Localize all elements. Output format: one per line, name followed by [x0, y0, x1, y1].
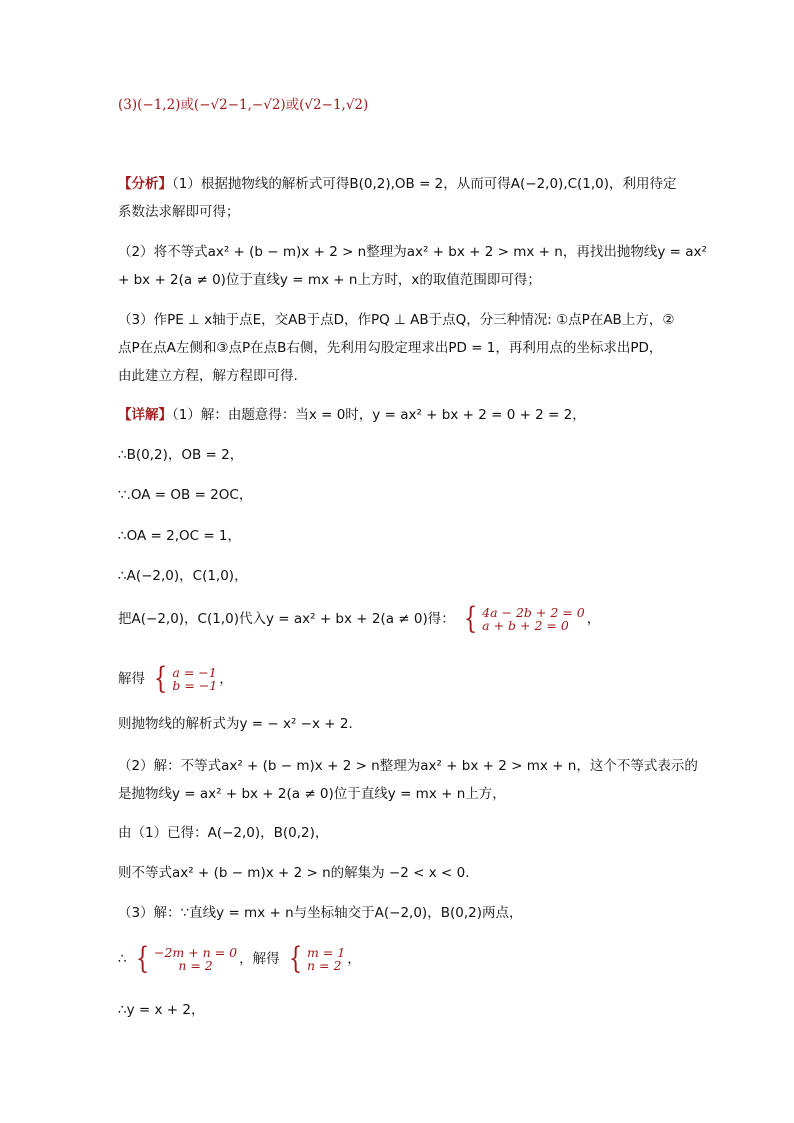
solution-system-2 [286, 941, 346, 976]
brace-icon: { [288, 941, 303, 976]
detail-line-6 [118, 601, 601, 636]
detail-line-9 [118, 756, 698, 776]
detail-text-9: （2）解：不等式ax² + (b − m)x + 2 > n整理为ax² + bx + 2 > mx + n，这个不等式表示的 [118, 758, 698, 774]
solution-1-row-1: a = −1 [172, 665, 217, 680]
detail-text-14-mid: ，解得 [239, 951, 280, 967]
detail-text-6: 把A(−2,0)，C(1,0)代入y = ax² + bx + 2(a ≠ 0)得： [118, 611, 455, 627]
analysis-tag: 【分析】 [118, 176, 172, 192]
analysis-text-7: 由此建立方程，解方程即可得. [118, 368, 298, 384]
analysis-line-4 [118, 270, 541, 290]
detail-line-13 [118, 903, 522, 923]
detail-comma-6: ， [586, 611, 601, 627]
analysis-text-6: 点P在点A左侧和③点P在点B右侧，先利用勾股定理求出PD = 1，再利用点的坐标求出PD， [118, 340, 663, 356]
detail-line-4 [118, 526, 241, 546]
detail-line-11 [118, 823, 328, 843]
analysis-line-7 [118, 366, 298, 386]
equation-system-1 [461, 601, 585, 636]
analysis-text-1: （1）根据抛物线的解析式可得B(0,2),OB = 2，从而可得A(−2,0),C(1,0)，利用待定 [172, 176, 677, 192]
solution-1-row-2: b = −1 [172, 678, 218, 693]
solution-2-row-1: m = 1 [307, 945, 346, 960]
detail-comma-14: ， [347, 951, 361, 967]
detail-line-3 [118, 485, 252, 505]
analysis-text-4: + bx + 2(a ≠ 0)位于直线y = mx + n上方时，x的取值范围即可得； [118, 272, 541, 288]
detail-tag: 【详解】 [118, 407, 172, 423]
detail-text-2: ∴B(0,2)，OB = 2， [118, 447, 244, 463]
detail-text-8: 则抛物线的解析式为y = − x² −x + 2. [118, 716, 353, 732]
detail-comma-7: ， [219, 671, 233, 687]
brace-icon: { [154, 661, 168, 696]
detail-line-7 [118, 661, 233, 696]
detail-line-12 [118, 863, 470, 883]
detail-line-10 [118, 784, 506, 804]
analysis-text-3: （2）将不等式ax² + (b − m)x + 2 > n整理为ax² + bx + 2 > mx + n，再找出抛物线y = ax² [118, 244, 707, 260]
analysis-line-2 [118, 202, 240, 222]
system-1-row-2: a + b + 2 = 0 [482, 618, 569, 633]
equation-system-2 [133, 941, 238, 976]
detail-line-14 [118, 941, 361, 976]
detail-line-15 [118, 1000, 204, 1020]
solution-system-1 [151, 661, 218, 696]
answer-3-text: (3)(−1,2)或(−√2−1,−√2)或(√2−1,√2) [118, 97, 369, 113]
brace-icon: { [463, 601, 478, 636]
analysis-line-6 [118, 338, 662, 358]
analysis-line-1 [118, 174, 677, 194]
analysis-text-2: 系数法求解即可得； [118, 204, 240, 220]
answer-part-3 [118, 95, 368, 115]
detail-text-3: ∵.OA = OB = 2OC， [118, 487, 253, 503]
detail-line-2 [118, 445, 243, 465]
system-1-row-1: 4a − 2b + 2 = 0 [482, 605, 585, 620]
system-2-row-1: −2m + n = 0 [153, 945, 238, 960]
detail-line-5 [118, 566, 248, 586]
detail-text-1: （1）解：由题意得：当x = 0时，y = ax² + bx + 2 = 0 + 2 = 2， [172, 407, 586, 423]
detail-line-1 [118, 405, 586, 425]
detail-text-5: ∴A(−2,0)，C(1,0)， [118, 568, 248, 584]
detail-text-13: （3）解：∵直线y = mx + n与坐标轴交于A(−2,0)，B(0,2)两点， [118, 905, 523, 921]
solution-2-row-2: n = 2 [307, 958, 342, 973]
detail-text-15: ∴y = x + 2， [118, 1002, 205, 1018]
detail-text-14: ∴ [118, 951, 127, 967]
analysis-line-3 [118, 242, 707, 262]
detail-text-7: 解得 [118, 671, 145, 687]
detail-text-12: 则不等式ax² + (b − m)x + 2 > n的解集为 −2 < x < 0. [118, 865, 470, 881]
system-2-row-2: n = 2 [178, 958, 213, 973]
analysis-text-5: （3）作PE ⊥ x轴于点E，交AB于点D，作PQ ⊥ AB于点Q，分三种情况: ①点P在AB上方，② [118, 312, 675, 328]
brace-icon: { [135, 941, 150, 976]
detail-text-11: 由（1）已得：A(−2,0)，B(0,2)， [118, 825, 329, 841]
detail-text-4: ∴OA = 2,OC = 1， [118, 528, 242, 544]
detail-text-10: 是抛物线y = ax² + bx + 2(a ≠ 0)位于直线y = mx + n上方， [118, 786, 506, 802]
detail-line-8 [118, 714, 353, 734]
analysis-line-5 [118, 310, 674, 330]
